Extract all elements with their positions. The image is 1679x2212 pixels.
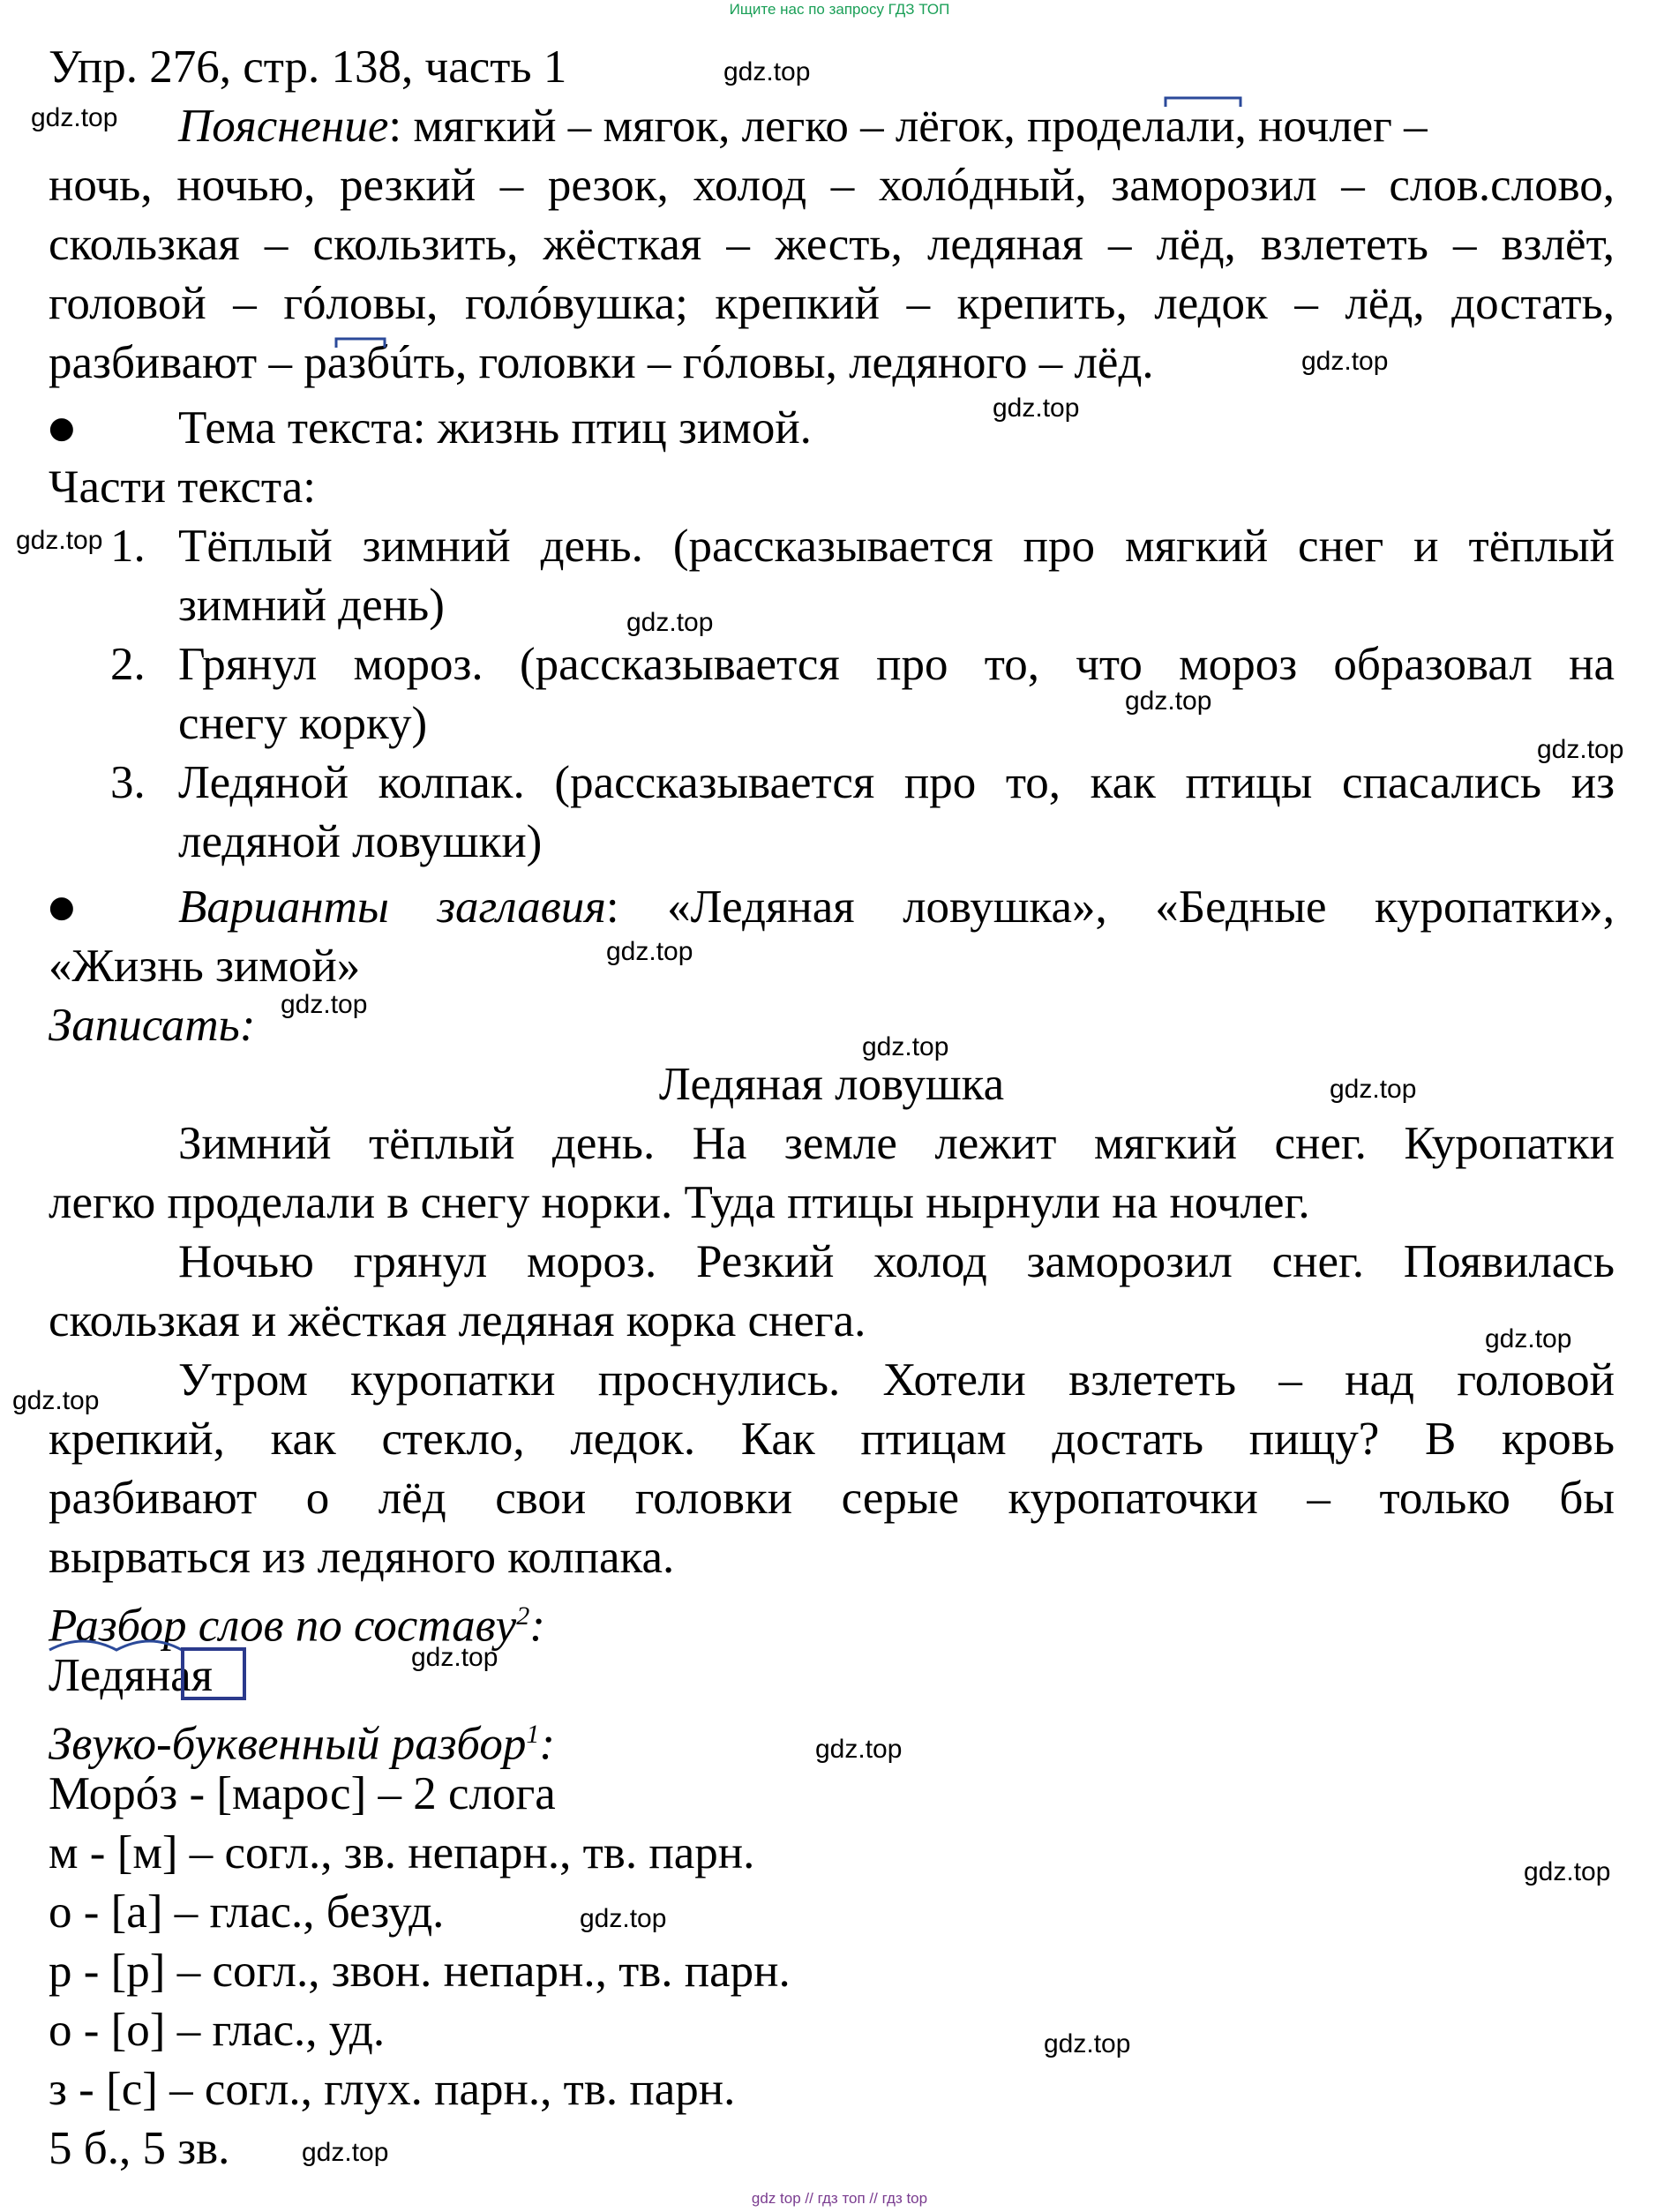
parts-title: Части текста: xyxy=(49,461,316,513)
prefix-mark-icon xyxy=(1163,95,1244,109)
bullet-icon: ● xyxy=(49,889,75,925)
theme-line: Тема текста: жизнь птиц зимой. xyxy=(178,402,812,454)
explanation-line-2: ночь, ночью, резкий – резок, холод – холóдный, заморозил – слов.слово, xyxy=(49,160,1615,211)
watermark: gdz.top xyxy=(1537,735,1624,764)
part-number: 1. xyxy=(110,521,146,572)
watermark: gdz.top xyxy=(1301,347,1389,376)
story-line: Ночью грянул мороз. Резкий холод заморозил снег. Появилась xyxy=(178,1236,1615,1287)
watermark: gdz.top xyxy=(1125,686,1212,716)
story-line: разбивают о лёд свои головки серые куропаточки – только бы xyxy=(49,1473,1615,1524)
bullet-icon: ● xyxy=(49,410,75,446)
part-line: Тёплый зимний день. (рассказывается про мягкий снег и тёплый xyxy=(178,521,1615,572)
part-line: снегу корку) xyxy=(178,698,428,749)
watermark: gdz.top xyxy=(1485,1324,1572,1353)
phon-line: 5 б., 5 зв. xyxy=(49,2123,230,2174)
watermark: gdz.top xyxy=(1044,2029,1131,2058)
watermark: gdz.top xyxy=(606,937,693,966)
part-line: Ледяной колпак. (рассказывается про то, как птицы спасались из xyxy=(178,757,1615,808)
explanation-line-5: разбивают – разбúть, головки – гóловы, ледяного – лёд. xyxy=(49,337,1154,388)
watermark: gdz.top xyxy=(815,1735,903,1764)
title-variants-line-2: «Жизнь зимой» xyxy=(49,941,361,992)
watermark: gdz.top xyxy=(723,57,811,86)
explanation-line-4: головой – гóловы, голóвушка; крепкий – крепить, ледок – лёд, достать, xyxy=(49,278,1615,329)
explanation-label: Пояснение xyxy=(178,101,389,152)
watermark: gdz.top xyxy=(580,1904,667,1933)
watermark: gdz.top xyxy=(411,1643,498,1672)
prefix-mark-icon-2 xyxy=(334,336,388,350)
phon-line: о - [а] – глас., безуд. xyxy=(49,1886,445,1938)
part-number: 2. xyxy=(110,639,146,690)
title-variants-line-1: Варианты заглавия: «Ледяная ловушка», «Бедные куропатки», xyxy=(178,881,1615,933)
morph-word: Ледяная xyxy=(49,1650,214,1701)
story-line: Утром куропатки проснулись. Хотели взлететь – над головой xyxy=(178,1354,1615,1406)
watermark: gdz.top xyxy=(1330,1075,1417,1104)
explanation-line-3: скользкая – скользить, жёсткая – жесть, ледяная – лёд, взлететь – взлёт, xyxy=(49,219,1615,270)
part-line: ледяной ловушки) xyxy=(178,816,543,867)
part-line: зимний день) xyxy=(178,580,445,631)
write-label: Записать: xyxy=(49,1000,256,1051)
watermark: gdz.top xyxy=(302,2138,389,2167)
watermark: gdz.top xyxy=(31,103,118,132)
watermark: gdz.top xyxy=(862,1032,949,1061)
watermark: gdz.top xyxy=(993,394,1080,423)
explanation-line-1: Пояснение: мягкий – мягок, легко – лёгок, проделали, ночлег – xyxy=(178,101,1428,152)
morph-label: Разбор слов по составу$^2$: xyxy=(49,1600,545,1652)
exercise-header: Упр. 276, стр. 138, часть 1 xyxy=(49,41,567,93)
watermark: gdz.top xyxy=(12,1386,100,1415)
phon-line: р - [р] – согл., звон. непарн., тв. парн. xyxy=(49,1946,791,1997)
ending-box-icon xyxy=(181,1647,246,1700)
story-line: крепкий, как стекло, ледок. Как птицам достать пищу? В кровь xyxy=(49,1413,1615,1465)
watermark: gdz.top xyxy=(16,526,103,555)
phon-line: з - [с] – согл., глух. парн., тв. парн. xyxy=(49,2064,736,2115)
watermark: gdz.top xyxy=(626,608,714,637)
phon-line: о - [о] – глас., уд. xyxy=(49,2005,386,2056)
top-banner: Ищите нас по запросу ГДЗ ТОП xyxy=(729,1,950,18)
part-number: 3. xyxy=(110,757,146,808)
story-line: вырваться из ледяного колпака. xyxy=(49,1532,675,1583)
bottom-banner: gdz top // гдз топ // гдз top xyxy=(751,2190,928,2207)
story-title: Ледяная ловушка xyxy=(658,1059,1005,1110)
story-line: скользкая и жёсткая ледяная корка снега. xyxy=(49,1295,866,1346)
story-line: Зимний тёплый день. На земле лежит мягкий снег. Куропатки xyxy=(178,1118,1615,1169)
phon-line: Морóз - [марос] – 2 слога xyxy=(49,1768,556,1819)
part-line: Грянул мороз. (рассказывается про то, что мороз образовал на xyxy=(178,639,1615,690)
phon-label: Звуко-буквенный разбор$^1$: xyxy=(49,1718,556,1770)
story-line: легко проделали в снегу норки. Туда птицы нырнули на ночлег. xyxy=(49,1177,1310,1228)
watermark: gdz.top xyxy=(281,990,368,1019)
phon-line: м - [м] – согл., зв. непарн., тв. парн. xyxy=(49,1827,755,1878)
watermark: gdz.top xyxy=(1524,1857,1611,1886)
